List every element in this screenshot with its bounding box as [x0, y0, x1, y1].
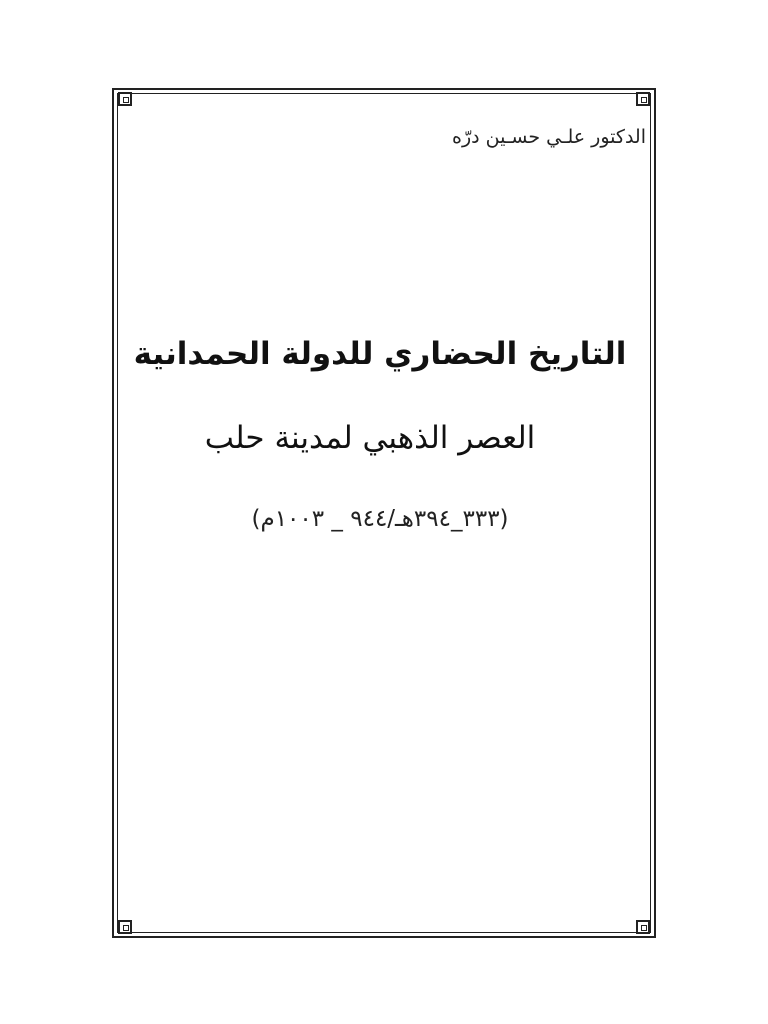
corner-ornament-bottom-right: [636, 920, 650, 934]
corner-ornament-bottom-left: [118, 920, 132, 934]
book-subtitle: العصر الذهبي لمدينة حلب: [204, 420, 536, 456]
date-range: (٣٣٣_٣٩٤هـ/٩٤٤ _ ١٠٠٣م): [251, 506, 509, 532]
book-title: التاريخ الحضاري للدولة الحمدانية: [133, 336, 627, 372]
corner-ornament-top-right: [636, 92, 650, 106]
author-name: الدكتور علـي حسـين درّه: [451, 126, 646, 148]
corner-ornament-top-left: [118, 92, 132, 106]
